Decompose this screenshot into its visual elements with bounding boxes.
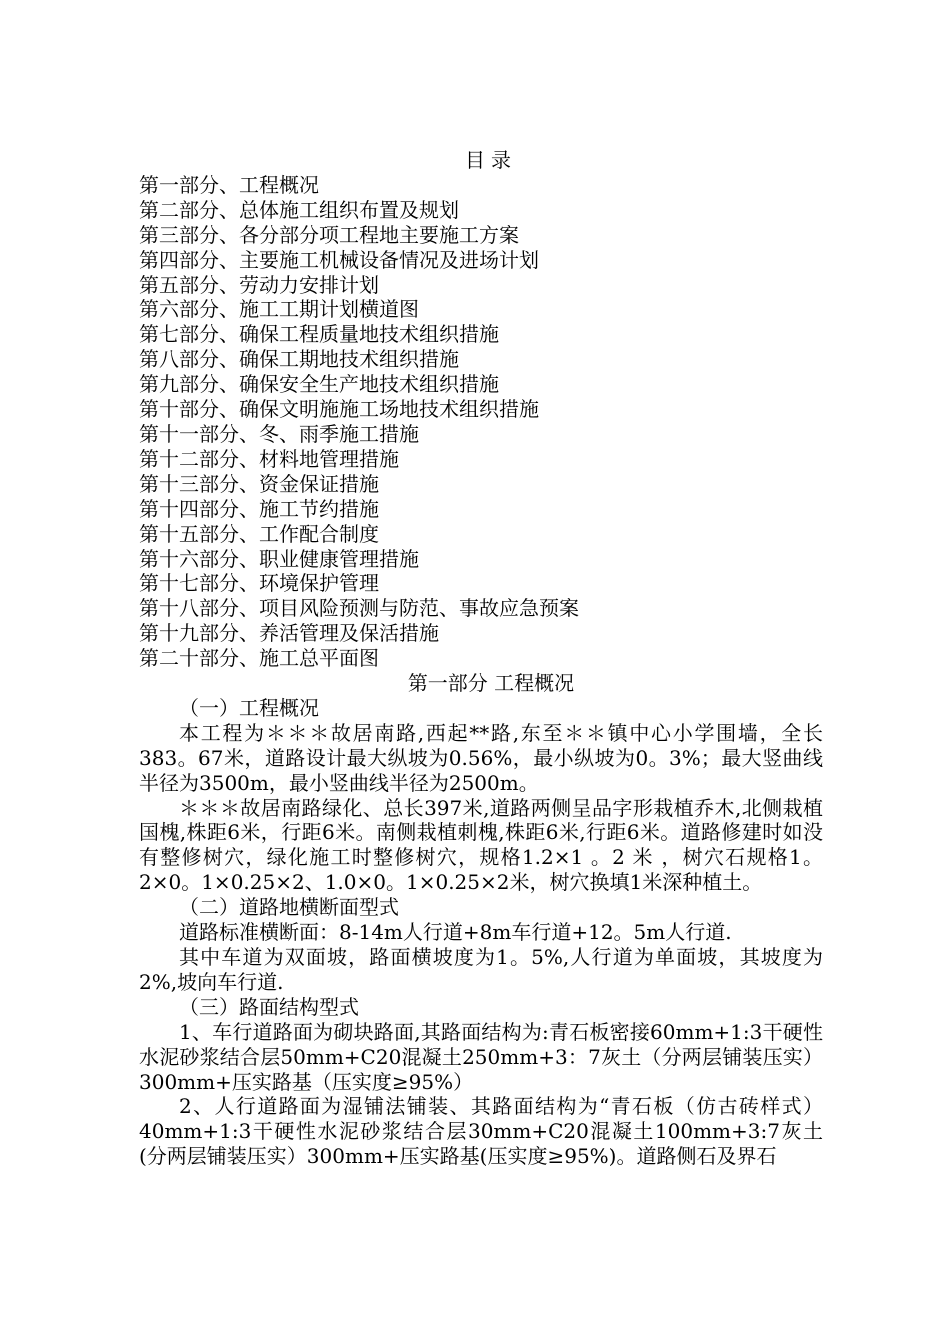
body-paragraph: 1、车行道路面为砌块路面,其路面结构为:青石板密接60mm+1:3干硬性水泥砂浆结合层50mm+C20混凝土250mm+3：7灰土（分两层铺装压实）300mm+压实路基（压实度≥95%） [139,1019,823,1094]
section-heading: （三）路面结构型式 [179,994,359,1019]
section-heading: （一）工程概况 [179,695,319,720]
toc-item: 第三部分、各分部分项工程地主要施工方案 [139,222,519,247]
toc-item: 第十一部分、冬、雨季施工措施 [139,421,419,446]
toc-item: 第九部分、确保安全生产地技术组织措施 [139,372,499,397]
toc-item: 第四部分、主要施工机械设备情况及进场计划 [139,247,539,272]
body-paragraph: 2、人行道路面为湿铺法铺装、其路面结构为“青石板（仿古砖样式）40mm+1:3干硬性水泥砂浆结合层30mm+C20混凝土100mm+3:7灰土(分两层铺装压实）300mm+压实路基(压实度≥95%)。道路侧石及界石 [139,1094,823,1169]
body-paragraph: ＊＊＊故居南路绿化、总长397米,道路两侧呈品字形栽植乔木,北侧栽植国槐,株距6米，行距6米。南侧栽植刺槐,株距6米,行距6米。道路修建时如没有整修树穴，绿化施工时整修树穴，规格1.2×1 。2 米 ，树穴石规格1。2×0。1×0.25×2、1.0×0。1×0.25×2米，树穴换填1米深种植土。 [139,795,823,895]
body-paragraph: 本工程为＊＊＊故居南路,西起**路,东至＊＊镇中心小学围墙，全长383。67米，道路设计最大纵坡为0.56%，最小纵坡为0。3%；最大竖曲线半径为3500m，最小竖曲线半径为2500m。 [139,720,823,795]
part-title: 第一部分 工程概况 [407,671,575,696]
document-page [139,148,823,1169]
section-heading: （二）道路地横断面型式 [179,895,399,920]
toc-item: 第十二部分、材料地管理措施 [139,446,399,471]
toc-item: 第八部分、确保工期地技术组织措施 [139,347,459,372]
toc-item: 第十八部分、项目风险预测与防范、事故应急预案 [139,596,579,621]
toc-title: 目录 [465,148,517,172]
toc-item: 第十六部分、职业健康管理措施 [139,546,419,571]
toc-item: 第十三部分、资金保证措施 [139,471,379,496]
body-paragraph: 道路标准横断面：8-14m人行道+8m车行道+12。5m人行道. [179,920,732,945]
toc-item: 第一部分、工程概况 [139,172,319,197]
toc-item: 第十七部分、环境保护管理 [139,571,379,596]
toc-item: 第五部分、劳动力安排计划 [139,272,379,297]
toc-item: 第十部分、确保文明施施工场地技术组织措施 [139,397,539,422]
toc-list [139,173,823,671]
toc-item: 第七部分、确保工程质量地技术组织措施 [139,322,499,347]
toc-item: 第二部分、总体施工组织布置及规划 [139,197,459,222]
body-paragraph: 其中车道为双面坡，路面横坡度为1。5%,人行道为单面坡，其坡度为2%,坡向车行道. [139,945,823,994]
toc-item: 第六部分、施工工期计划横道图 [139,297,419,322]
toc-item: 第十四部分、施工节约措施 [139,496,379,521]
toc-item: 第十五部分、工作配合制度 [139,521,379,546]
toc-item: 第二十部分、施工总平面图 [139,646,379,671]
toc-item: 第十九部分、养活管理及保活措施 [139,621,439,646]
